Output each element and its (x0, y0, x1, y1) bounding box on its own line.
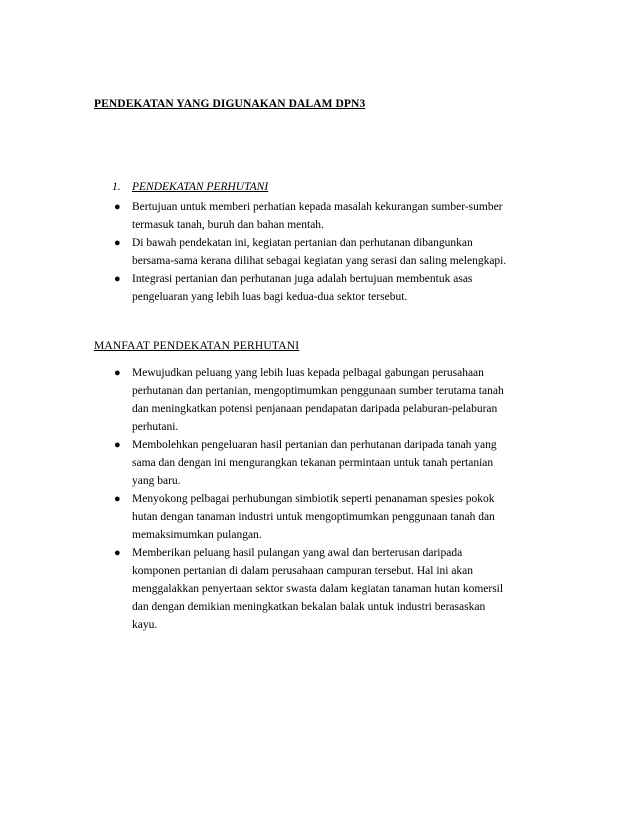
bullet-icon: ● (114, 367, 121, 379)
list-item-line: yang baru. (132, 475, 181, 487)
list-item-line: komponen pertanian di dalam perusahaan campuran tersebut. Hal ini akan (132, 565, 474, 577)
list-item-line: Membolehkan pengeluaran hasil pertanian dan perhutanan daripada tanah yang (132, 439, 497, 451)
list-item-line: Menyokong pelbagai perhubungan simbiotik seperti penanaman spesies pokok (132, 493, 495, 505)
section-1-bullet-list (112, 198, 552, 306)
list-item-line: Memberikan peluang hasil pulangan yang awal dan berterusan daripada (132, 547, 463, 559)
list-item (112, 364, 552, 436)
section-2-heading: MANFAAT PENDEKATAN PERHUTANI (94, 340, 300, 352)
list-item (112, 544, 552, 634)
list-item-line: perhutani. (132, 421, 179, 433)
list-item-line: Di bawah pendekatan ini, kegiatan pertanian dan perhutanan dibangunkan (132, 237, 473, 249)
list-item-line: termasuk tanah, buruh dan bahan mentah. (132, 219, 324, 231)
list-item-line: kayu. (132, 619, 158, 631)
list-item (112, 436, 552, 490)
list-item (112, 270, 552, 306)
bullet-icon: ● (114, 237, 121, 249)
list-item-line: memaksimumkan pulangan. (132, 529, 262, 541)
list-item (112, 198, 552, 234)
list-item-line: Integrasi pertanian dan perhutanan juga adalah bertujuan membentuk asas (132, 273, 473, 285)
section-2-bullet-list (112, 364, 552, 634)
list-item-line: bersama-sama kerana dilihat sebagai kegiatan yang serasi dan saling melengkapi. (132, 255, 507, 267)
bullet-icon: ● (114, 273, 121, 285)
bullet-icon: ● (114, 201, 121, 213)
bullet-icon: ● (114, 439, 121, 451)
list-item (112, 490, 552, 544)
list-item-line: Mewujudkan peluang yang lebih luas kepada pelbagai gabungan perusahaan (132, 367, 484, 379)
list-item-line: dan meningkatkan potensi penjanaan pendapatan daripada pelaburan-pelaburan (132, 403, 498, 415)
section-1-heading (112, 181, 268, 193)
list-item-line: pengeluaran yang lebih luas bagi kedua-dua sektor tersebut. (132, 291, 408, 303)
bullet-icon: ● (114, 547, 121, 559)
list-item-line: hutan dengan tanaman industri untuk mengoptimumkan penggunaan tanah dan (132, 511, 495, 523)
list-item-line: menggalakkan penyertaan sektor swasta dalam kegiatan tanaman hutan komersil (132, 583, 504, 595)
list-item-line: perhutanan dan pertanian, mengoptimumkan penggunaan sumber terutama tanah (132, 385, 504, 397)
list-item-line: sama dan dengan ini mengurangkan tekanan permintaan untuk tanah pertanian (132, 457, 494, 469)
document-title: PENDEKATAN YANG DIGUNAKAN DALAM DPN3 (94, 98, 366, 110)
list-item-line: dan dengan demikian meningkatkan bekalan balak untuk industri berasaskan (132, 601, 486, 613)
list-item (112, 234, 552, 270)
list-item-line: Bertujuan untuk memberi perhatian kepada masalah kekurangan sumber-sumber (132, 201, 503, 213)
bullet-icon: ● (114, 493, 121, 505)
section-1-heading-text: PENDEKATAN PERHUTANI (132, 181, 269, 193)
section-1-number: 1. (112, 181, 121, 193)
